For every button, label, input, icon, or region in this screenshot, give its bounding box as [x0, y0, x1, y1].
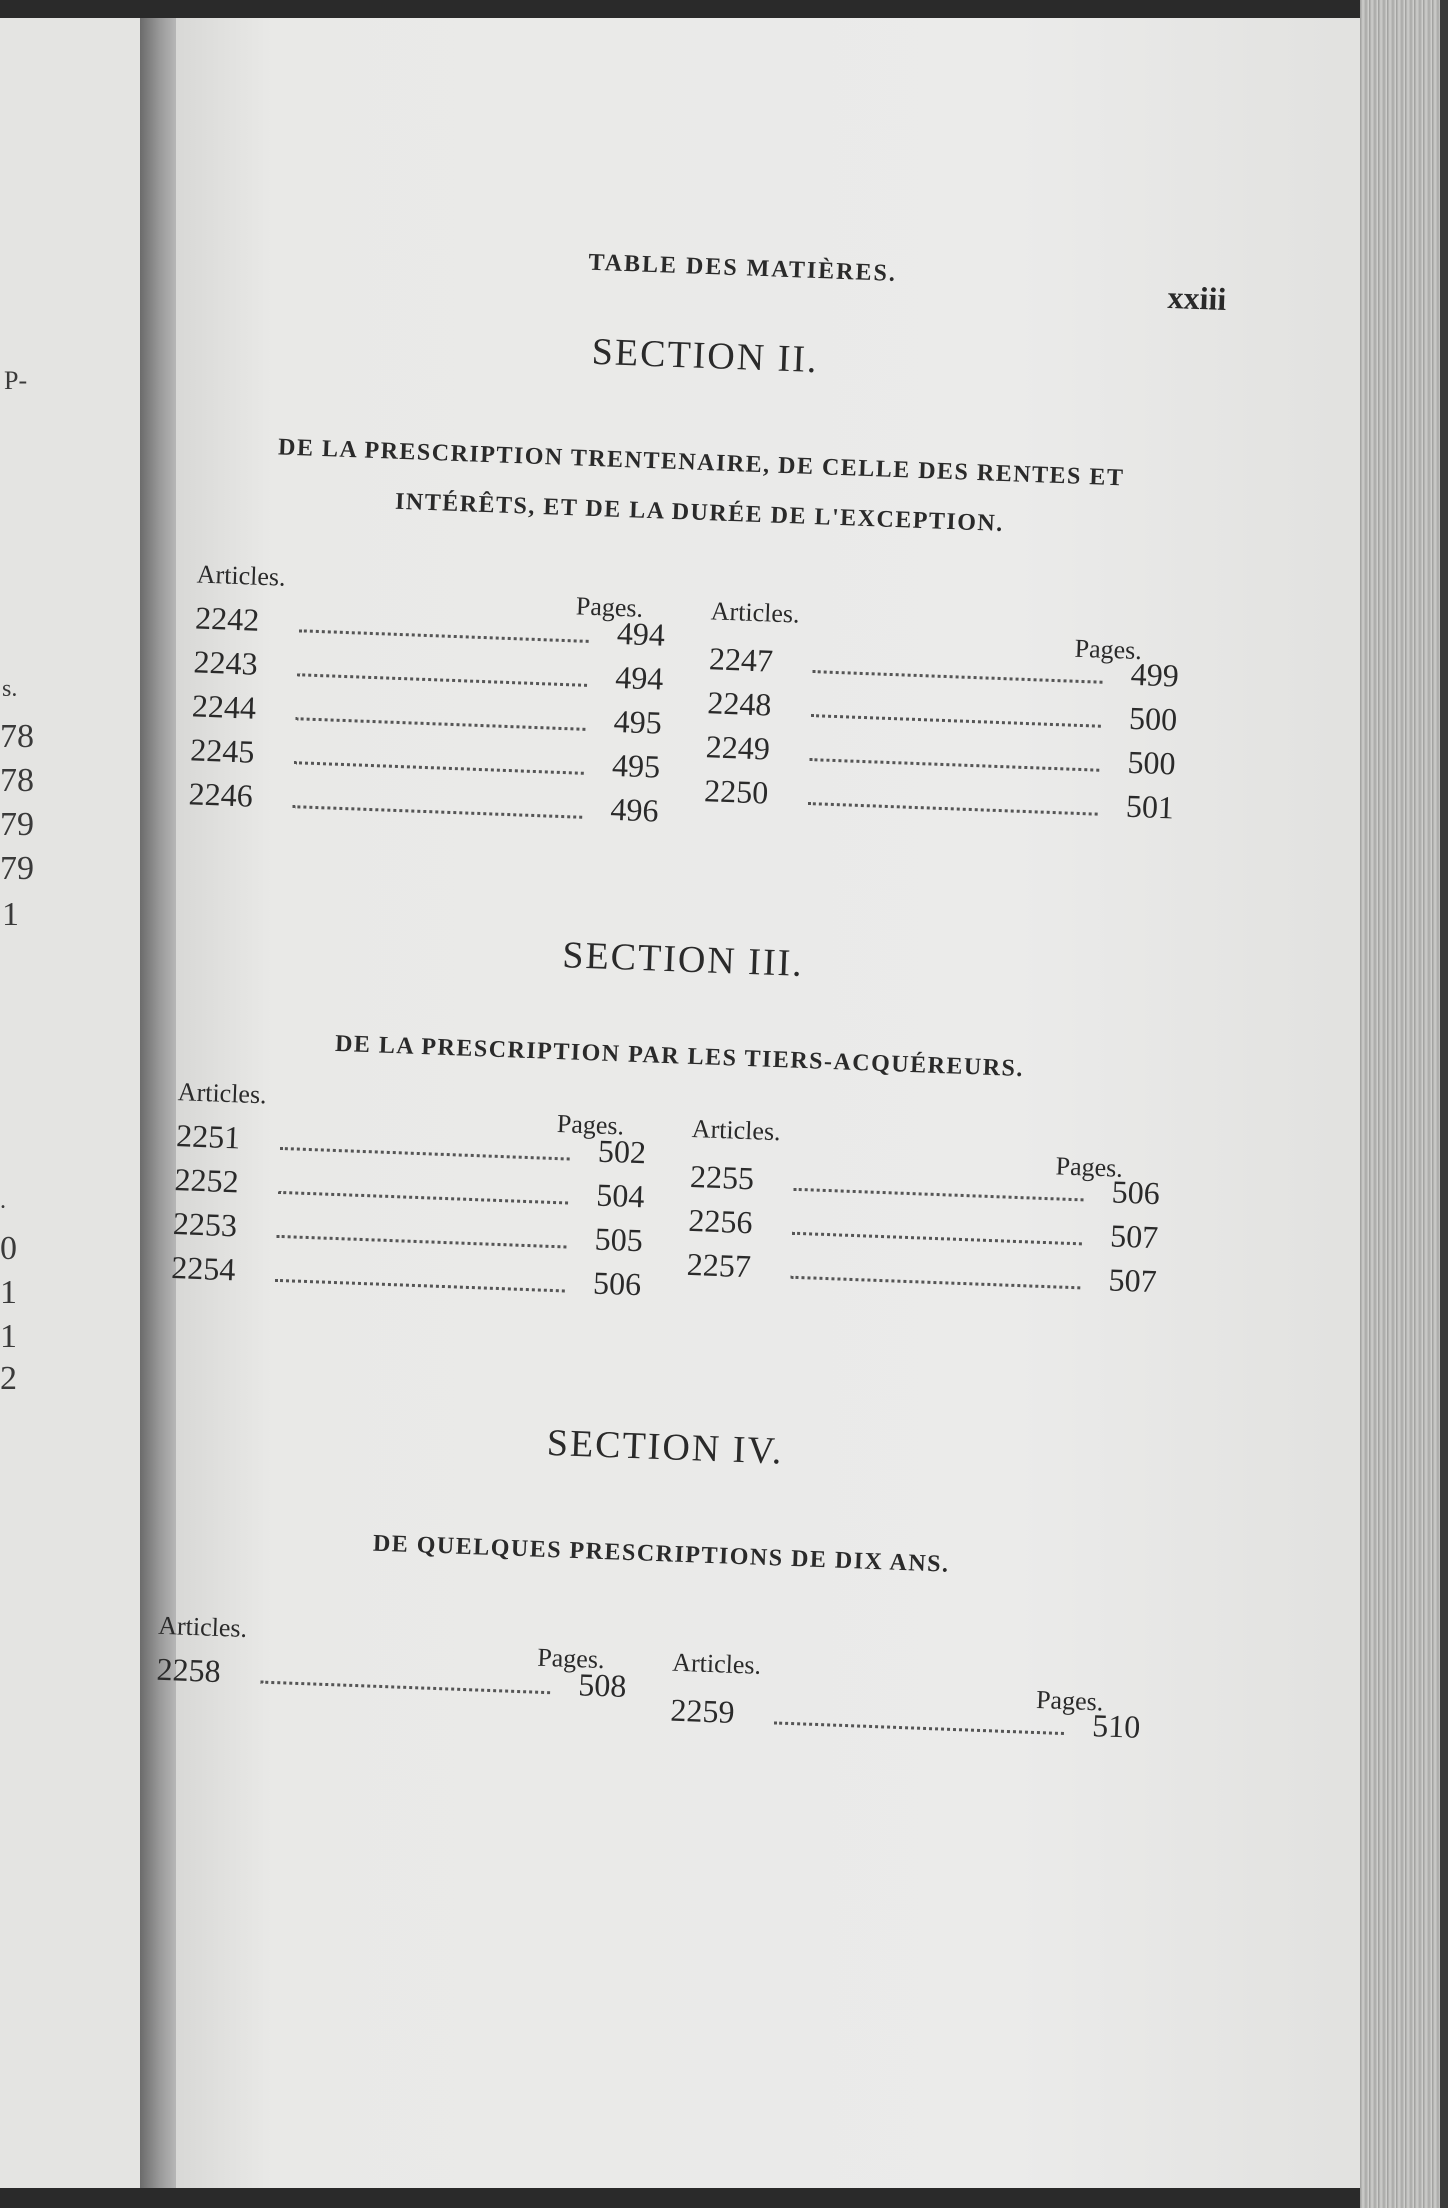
dot-leader [794, 1188, 1084, 1202]
dot-leader [774, 1721, 1064, 1735]
left-page-fragment: P- [4, 366, 28, 395]
dot-leader [808, 802, 1098, 816]
section-3 [151, 919, 1204, 1325]
article-number: 2249 [705, 728, 771, 767]
article-number: 2254 [170, 1249, 237, 1288]
toc-column-right [686, 1158, 1161, 1307]
section-subtitle: DE QUELQUES PRESCRIPTIONS DE DIX ANS. [372, 1530, 950, 1578]
article-number: 2247 [708, 640, 774, 679]
page-number: 506 [592, 1264, 642, 1303]
dot-leader [292, 805, 582, 819]
section-4 [134, 1406, 1186, 1778]
dot-leader [275, 1279, 565, 1293]
pages-header: Pages. [1074, 633, 1143, 666]
page-number: 494 [614, 658, 664, 697]
left-page [0, 18, 158, 2188]
dot-leader [294, 761, 584, 775]
article-number: 2252 [174, 1161, 240, 1200]
page-number: 504 [595, 1176, 646, 1215]
articles-header: Articles. [157, 1610, 248, 1644]
page-number: 507 [1107, 1261, 1158, 1300]
dot-leader [278, 1191, 568, 1205]
pages-header: Pages. [1055, 1151, 1124, 1183]
page-number: 505 [594, 1220, 644, 1259]
page-number: 508 [577, 1666, 628, 1704]
toc-column-left [170, 1117, 646, 1310]
article-number: 2257 [686, 1245, 752, 1285]
articles-header: Articles. [196, 559, 287, 592]
left-page-fragment: 79 [0, 806, 34, 843]
dot-leader [296, 717, 586, 731]
left-page-fragment: 78 [0, 718, 34, 755]
article-number: 2253 [172, 1205, 238, 1244]
page-edge-shadow [1440, 0, 1448, 2208]
left-page-fragment: s. [2, 676, 18, 702]
page-edge [1360, 0, 1448, 2208]
left-page-fragment: 0 [0, 1230, 17, 1267]
dot-leader [792, 1232, 1082, 1246]
toc-entries [151, 1076, 1198, 1324]
page-number: 496 [609, 790, 660, 829]
article-number: 2251 [175, 1117, 241, 1156]
articles-header: Articles. [710, 596, 801, 629]
section-2 [168, 315, 1225, 847]
page-number: 500 [1128, 699, 1178, 738]
running-head-title: TABLE DES MATIÈRES. [588, 249, 898, 287]
page-number: 510 [1091, 1707, 1141, 1745]
section-subtitle: INTÉRÊTS, ET DE LA DURÉE DE L'EXCEPTION. [394, 488, 1005, 538]
page-number: 500 [1126, 743, 1177, 782]
left-page-fragment: 1 [0, 1318, 17, 1355]
article-number: 2250 [703, 772, 769, 811]
dot-leader [277, 1235, 567, 1249]
page-content [134, 215, 1229, 1778]
section-title: SECTION IV. [546, 1421, 785, 1473]
article-number: 2244 [191, 687, 257, 726]
pages-header: Pages. [575, 591, 644, 623]
pages-header: Pages. [536, 1642, 606, 1675]
section-title: SECTION II. [591, 330, 820, 382]
toc-column-left [188, 599, 666, 836]
page-number: 494 [616, 614, 666, 653]
articles-header: Articles. [177, 1077, 268, 1110]
article-number: 2242 [194, 599, 260, 638]
dot-leader [813, 670, 1103, 684]
article-number: 2245 [189, 731, 256, 770]
article-number: 2258 [156, 1650, 222, 1690]
dot-leader [280, 1147, 570, 1161]
page-number: 495 [613, 702, 663, 741]
article-number: 2256 [687, 1201, 754, 1241]
toc-column-right [703, 640, 1179, 833]
dot-leader [809, 758, 1099, 772]
page-number: 499 [1130, 655, 1180, 694]
dot-leader [811, 714, 1101, 728]
page-number: 495 [611, 746, 661, 785]
section-subtitle: DE LA PRESCRIPTION PAR LES TIERS-ACQUÉREURS. [334, 1030, 1025, 1083]
left-page-fragment: 1 [0, 1274, 17, 1311]
article-number: 2243 [192, 643, 259, 682]
page-number: 501 [1125, 787, 1175, 826]
left-page-fragment: 79 [0, 850, 34, 887]
section-subtitle: DE LA PRESCRIPTION TRENTENAIRE, DE CELLE DES RENTES ET [277, 434, 1125, 492]
articles-header: Articles. [671, 1647, 762, 1680]
folio-number: xxiii [1166, 278, 1227, 318]
article-number: 2246 [188, 775, 254, 814]
article-number: 2248 [706, 684, 773, 723]
dot-leader [260, 1681, 550, 1695]
page-number: 506 [1111, 1173, 1161, 1212]
page-number: 502 [597, 1132, 647, 1171]
article-number: 2255 [689, 1157, 755, 1197]
toc-entries [168, 559, 1216, 847]
page-number: 507 [1109, 1217, 1159, 1256]
article-number: 2259 [669, 1691, 736, 1730]
dot-leader [299, 629, 589, 643]
left-page-fragment: 2 [0, 1360, 17, 1397]
articles-header: Articles. [691, 1114, 782, 1147]
dot-leader [297, 673, 587, 687]
pages-header: Pages. [556, 1109, 625, 1141]
pages-header: Pages. [1035, 1685, 1104, 1717]
left-page-fragment: 78 [0, 762, 34, 799]
left-page-fragment: 1 [2, 896, 19, 933]
section-title: SECTION III. [561, 934, 805, 985]
left-page-fragment: . [0, 1188, 6, 1214]
dot-leader [790, 1276, 1080, 1290]
